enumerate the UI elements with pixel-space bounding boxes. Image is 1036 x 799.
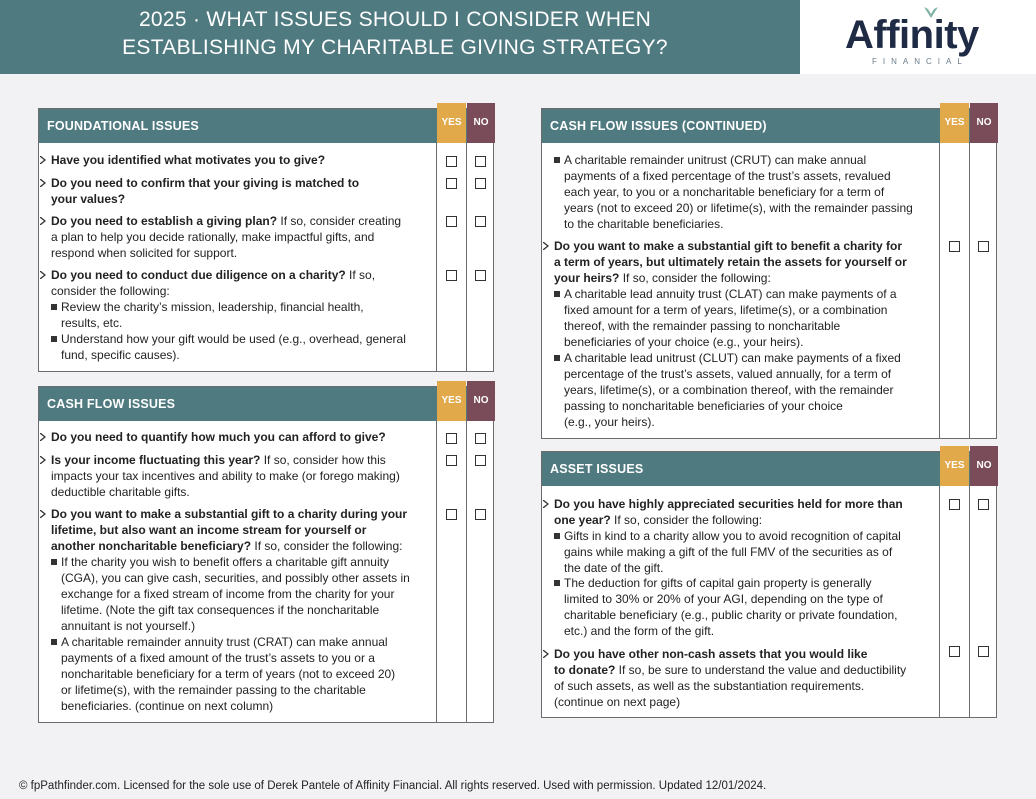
no-checkbox[interactable] [978, 241, 989, 252]
no-checkbox[interactable] [475, 433, 486, 444]
no-column-header: NO [467, 103, 495, 143]
no-checkbox[interactable] [475, 509, 486, 520]
panel-title: FOUNDATIONAL ISSUES [47, 119, 199, 133]
panel-title: CASH FLOW ISSUES [47, 397, 176, 411]
logo-wordmark: Affinity [845, 13, 979, 57]
question: Do you want to make a substantial gift to a charity during your lifetime, but also want an income stream for yourself or another noncharitable beneficiary? If so, consider the following: [51, 506, 407, 554]
yes-checkbox[interactable] [446, 455, 457, 466]
panel-header [542, 452, 996, 486]
chevron-right-icon [40, 433, 46, 441]
chevron-right-icon [40, 456, 46, 464]
yes-checkbox[interactable] [949, 499, 960, 510]
chevron-right-icon [40, 510, 46, 518]
no-checkbox[interactable] [978, 499, 989, 510]
affinity-logo [800, 0, 1036, 74]
panel-header [39, 109, 493, 143]
yes-column-header: YES [437, 381, 466, 421]
column-divider [969, 486, 970, 717]
foundational-issues-panel [38, 108, 494, 372]
question: Is your income fluctuating this year? If so, consider how this impacts your tax incentives and ability to make (or forego making) deductible charitable gifts. [51, 452, 400, 500]
question: Do you have highly appreciated securities held for more than one year? If so, consider the following: [554, 496, 903, 528]
column-divider [939, 143, 940, 438]
bullet-item: A charitable remainder annuity trust (CRAT) can make annual payments of a fixed amount of the trust’s assets to you or a noncharitable beneficiary for a term of years (not to exceed 20) or lifetime(s), with the remainder passing to the charitable beneficiaries. (continue on next column) [61, 635, 396, 713]
no-checkbox[interactable] [978, 646, 989, 657]
yes-column-header: YES [940, 103, 969, 143]
panel-header [542, 109, 996, 143]
yes-checkbox[interactable] [446, 216, 457, 227]
column-divider [969, 143, 970, 438]
no-checkbox[interactable] [475, 216, 486, 227]
yes-column-header: YES [437, 103, 466, 143]
asset-issues-panel [541, 451, 997, 718]
question: Do you need to quantify how much you can afford to give? [51, 429, 386, 445]
copyright-footer: © fpPathfinder.com. Licensed for the sole use of Derek Pantele of Affinity Financial. All rights reserved. Used with permission. Updated 12/01/2024. [19, 780, 767, 792]
column-divider [466, 421, 467, 722]
question: Do you want to make a substantial gift to benefit a charity for a term of years, but ultimately retain the assets for yourself or your heirs? If so, consider the following: [554, 238, 907, 286]
question: Do you need to establish a giving plan? If so, consider creating a plan to help you decide rationally, make impactful gifts, and respond when solicited for support. [51, 213, 401, 261]
chevron-right-icon [543, 650, 549, 658]
no-column-header: NO [467, 381, 495, 421]
no-checkbox[interactable] [475, 455, 486, 466]
yes-checkbox[interactable] [446, 433, 457, 444]
chevron-right-icon [40, 179, 46, 187]
yes-checkbox[interactable] [949, 241, 960, 252]
bullet-item: A charitable remainder unitrust (CRUT) can make annual payments of a fixed percentage of the trust’s assets, revalued each year, to you or a noncharitable beneficiary for a term of years (not to exceed 20) or lifetime(s), with the remainder passing to the charitable beneficiaries. [564, 153, 913, 231]
bullet-item: The deduction for gifts of capital gain property is generally limited to 30% or 20% of your AGI, depending on the type of charitable beneficiary (e.g., public charity or private foundation, etc.) and the form of the gift. [564, 576, 898, 638]
bullet-item: Gifts in kind to a charity allow you to avoid recognition of capital gains while making a gift of the full FMV of the securities as of the date of the gift. [564, 529, 901, 575]
page-header [0, 0, 800, 74]
no-checkbox[interactable] [475, 156, 486, 167]
question: Do you need to confirm that your giving is matched to your values? [51, 175, 359, 207]
column-divider [939, 486, 940, 717]
cash-flow-issues-panel [38, 386, 494, 723]
question: Have you identified what motivates you to give? [51, 152, 325, 168]
no-checkbox[interactable] [475, 270, 486, 281]
question: Do you have other non-cash assets that you would like to donate? If so, be sure to understand the value and deductibility of such assets, as well as the substantiation requirements. (continue on next page) [554, 646, 906, 710]
yes-checkbox[interactable] [446, 270, 457, 281]
bullet-item: A charitable lead unitrust (CLUT) can make payments of a fixed percentage of the trust’s assets, valued annually, for a term of years, lifetime(s), or a combination thereof, with the remainder passing to noncharitable beneficiaries of your choice (e.g., your heirs). [564, 351, 901, 429]
question: Do you need to conduct due diligence on a charity? If so, consider the following: [51, 267, 375, 299]
chevron-right-icon [543, 242, 549, 250]
no-column-header: NO [970, 446, 998, 486]
chevron-right-icon [40, 217, 46, 225]
logo-subtitle: FINANCIAL [872, 57, 968, 66]
yes-checkbox[interactable] [446, 156, 457, 167]
yes-checkbox[interactable] [446, 178, 457, 189]
chevron-right-icon [543, 500, 549, 508]
column-divider [436, 421, 437, 722]
page-title: 2025 · WHAT ISSUES SHOULD I CONSIDER WHEN ESTABLISHING MY CHARITABLE GIVING STRATEGY? [122, 8, 668, 59]
panel-header [39, 387, 493, 421]
no-column-header: NO [970, 103, 998, 143]
yes-checkbox[interactable] [446, 509, 457, 520]
yes-checkbox[interactable] [949, 646, 960, 657]
cash-flow-continued-panel [541, 108, 997, 439]
panel-title: ASSET ISSUES [550, 462, 644, 476]
yes-column-header: YES [940, 446, 969, 486]
chevron-right-icon [40, 156, 46, 164]
no-checkbox[interactable] [475, 178, 486, 189]
column-divider [466, 143, 467, 371]
bullet-item: Review the charity’s mission, leadership, financial health, results, etc. [61, 300, 364, 330]
column-divider [436, 143, 437, 371]
chevron-right-icon [40, 271, 46, 279]
bullet-item: If the charity you wish to benefit offers a charitable gift annuity (CGA), you can give cash, securities, and possibly other assets in exchange for a fixed stream of income from the charity for your lifetime. (Note the gift tax consequences if the noncharitable annuitant is not yourself.) [61, 555, 410, 633]
panel-title: CASH FLOW ISSUES (CONTINUED) [550, 119, 767, 133]
bullet-item: A charitable lead annuity trust (CLAT) can make payments of a fixed amount for a term of years, lifetime(s), or a combination thereof, with the remainder passing to noncharitable beneficiaries of your choice (e.g., your heirs). [564, 287, 897, 349]
bullet-item: Understand how your gift would be used (e.g., overhead, general fund, specific causes). [61, 332, 406, 362]
